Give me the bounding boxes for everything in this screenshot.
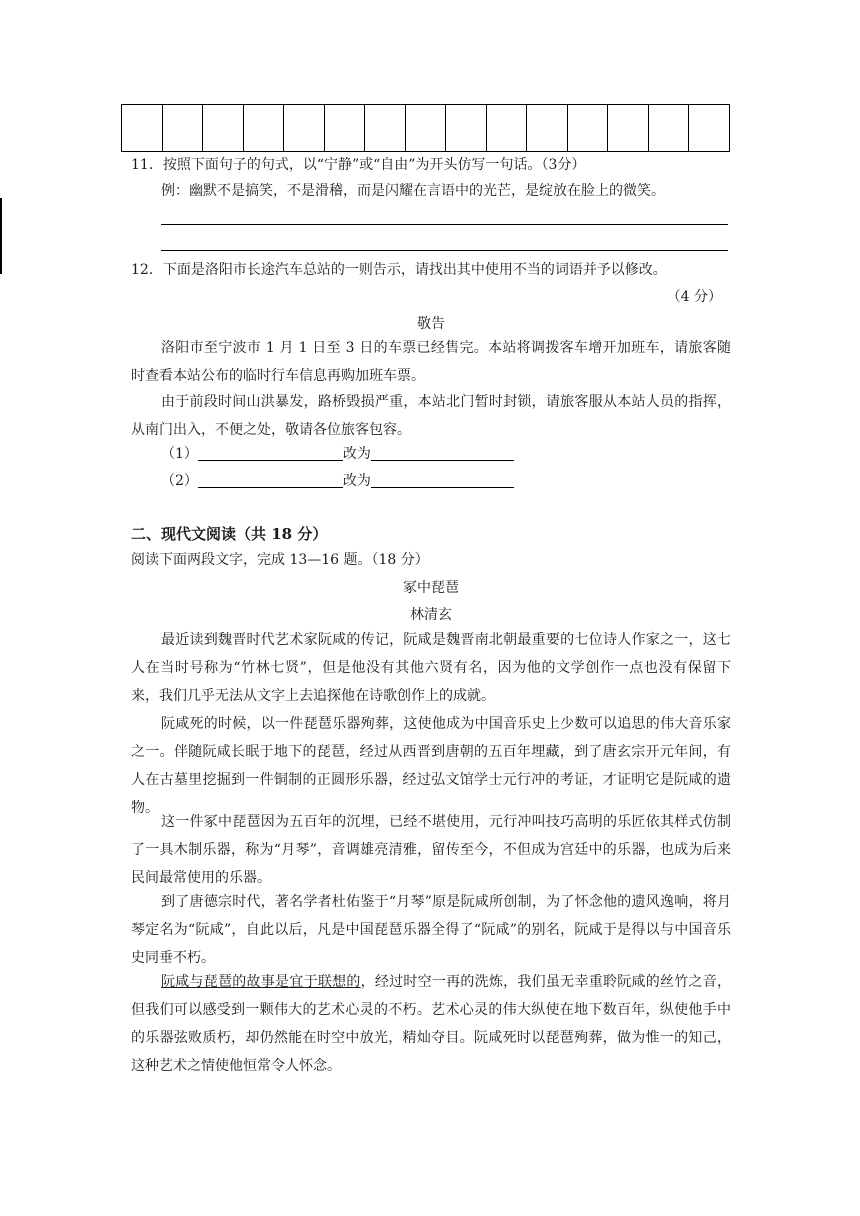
grid-cell[interactable]	[567, 105, 608, 152]
answer-row-2	[161, 471, 514, 491]
answer-1-change-label: 改为	[342, 446, 371, 462]
grid-cell[interactable]	[162, 105, 203, 152]
answer-1-number: （1）	[161, 446, 198, 462]
answer-2-correction-blank[interactable]	[371, 473, 514, 488]
grid-cell[interactable]	[324, 105, 365, 152]
notice-paragraph-2: 由于前段时间山洪暴发，路桥毁损严重，本站北门暂时封锁，请旅客服从本站人员的指挥，从南门出入，不便之处，敬请各位旅客包容。	[131, 394, 731, 438]
article-paragraph-4: 到了唐德宗时代，著名学者杜佑鉴于“月琴”原是阮咸所创制，为了怀念他的遗风逸响，将月琴定名为“阮咸”，自此以后，凡是中国琵琶乐器全得了“阮咸”的别名，阮咸于是得以与中国音乐史同垂不朽。	[131, 894, 731, 966]
grid-cell[interactable]	[203, 105, 244, 152]
grid-cell[interactable]	[608, 105, 649, 152]
article-title: 冢中琵琶	[403, 580, 459, 596]
section-2-instruction: 阅读下面两段文字，完成 13—16 题。（18 分）	[131, 552, 429, 568]
answer-grid	[121, 104, 730, 152]
answer-1-correction-blank[interactable]	[371, 446, 514, 461]
article-paragraph-5	[131, 968, 731, 1080]
binding-margin-mark	[0, 198, 2, 274]
article-paragraph-1: 最近读到魏晋时代艺术家阮咸的传记，阮咸是魏晋南北朝最重要的七位诗人作家之一，这七人在当时号称为“竹林七贤”，但是他没有其他六贤有名，因为他的文学创作一点也没有保留下来，我们几乎无法从文字上去追探他在诗歌创作上的成就。	[131, 632, 731, 704]
answer-2-change-label: 改为	[342, 473, 371, 489]
section-2-heading: 二、现代文阅读（共 18 分）	[131, 525, 328, 543]
question-12-text: 12．下面是洛阳市长途汽车总站的一则告示，请找出其中使用不当的词语并予以修改。	[131, 262, 667, 278]
answer-grid-row	[122, 105, 730, 152]
notice-title: 敬告	[417, 316, 445, 332]
grid-cell[interactable]	[486, 105, 527, 152]
grid-cell[interactable]	[122, 105, 163, 152]
notice-paragraph-1: 洛阳市至宁波市 1 月 1 日至 3 日的车票已经售完。本站将调拨客车增开加班车，请旅客随时查看本站公布的临时行车信息再购加班车票。	[131, 340, 731, 384]
answer-2-wrong-word-blank[interactable]	[198, 473, 343, 488]
grid-cell[interactable]	[689, 105, 730, 152]
underlined-sentence: 阮咸与琵琶的故事是宜于联想的	[161, 974, 361, 990]
paragraph-5-rest: ，经过时空一再的洗炼，我们虽无幸重聆阮咸的丝竹之音，但我们可以感受到一颗伟大的艺术心灵的不朽。艺术心灵的伟大纵使在地下数百年，纵使他手中的乐器弦败质朽，却仍然能在时空中放光，精灿夺目。阮咸死时以琵琶殉葬，做为惟一的知己，这种艺术之情使他恒常令人怀念。	[131, 974, 732, 1074]
question-11-example: 例：幽默不是搞笑，不是滑稽，而是闪耀在言语中的光芒，是绽放在脸上的微笑。	[161, 183, 665, 199]
article-paragraph-3: 这一件冢中琵琶因为五百年的沉埋，已经不堪使用，元行冲叫技巧高明的乐匠依其样式仿制了一具木制乐器，称为“月琴”，音调雄亮清雅，留传至今，不但成为宫廷中的乐器，也成为后来民间最常使用的乐器。	[131, 814, 731, 886]
grid-cell[interactable]	[405, 105, 446, 152]
answer-2-number: （2）	[161, 473, 198, 489]
grid-cell[interactable]	[284, 105, 325, 152]
grid-cell[interactable]	[648, 105, 689, 152]
grid-cell[interactable]	[243, 105, 284, 152]
article-paragraph-2: 阮咸死的时候，以一件琵琶乐器殉葬，这使他成为中国音乐史上少数可以追思的伟大音乐家之一。伴随阮咸长眠于地下的琵琶，经过从西晋到唐朝的五百年埋藏，到了唐玄宗开元年间，有人在古墓里挖掘到一件铜制的正圆形乐器，经过弘文馆学士元行冲的考证，才证明它是阮咸的遗物。	[131, 716, 731, 816]
question-11-text: 11．按照下面句子的句式，以“宁静”或“自由”为开头仿写一句话。（3分）	[131, 157, 586, 173]
article-author: 林清玄	[410, 607, 452, 623]
answer-1-wrong-word-blank[interactable]	[198, 446, 343, 461]
answer-line-1[interactable]	[161, 224, 728, 225]
grid-cell[interactable]	[527, 105, 568, 152]
answer-row-1	[161, 444, 514, 464]
answer-line-2[interactable]	[161, 250, 728, 251]
grid-cell[interactable]	[365, 105, 406, 152]
question-12-score: （4 分）	[666, 289, 722, 305]
grid-cell[interactable]	[446, 105, 487, 152]
